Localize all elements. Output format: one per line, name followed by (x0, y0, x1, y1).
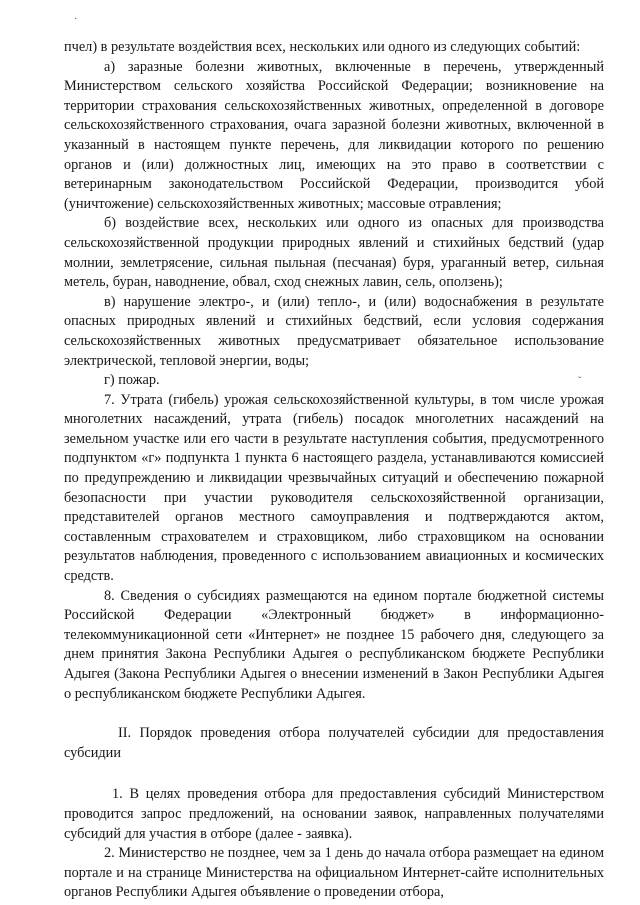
scan-mark: · (74, 14, 78, 25)
paragraph-continuation: пчел) в результате воздействия всех, нескольких или одного из следующих событий: (64, 39, 581, 55)
scan-mark: ˇ (578, 376, 582, 387)
document-body (64, 38, 604, 903)
paragraph-7: 7. Утрата (гибель) урожая сельскохозяйственной культуры, в том числе урожая многолетних насаждений, утрата (гибель) посадок многолетних насаждений на земельном участке или его части в результате наступления события, предусмотренного подпунктом «г» подпункта 1 пункта 6 настоящего раздела, устанавливаются комиссией по предупреждению и ликвидации чрезвычайных ситуаций и обеспечению пожарной безопасности при участии руководителя сельскохозяйственной организации, представителей органов местного самоуправления и подтверждаются актом, составленным страхователем и страховщиком, либо страховщиком на основании результатов наблюдения, проведенного с использованием авиационных и космических средств. (64, 391, 604, 585)
paragraph-item-g: г) пожар. (104, 372, 160, 389)
section-title: II. Порядок проведения отбора получателей субсидии для предоставления субсидии (64, 725, 604, 761)
section-paragraph-2: 2. Министерство не позднее, чем за 1 день до начала отбора размещает на едином портале и на странице Министерства на официальном Интернет-сайте исполнительных органов Республики Адыгея объявление о проведении отбора, (64, 845, 604, 901)
paragraph-8: 8. Сведения о субсидиях размещаются на едином портале бюджетной системы Российской Федерации «Электронный бюджет» в информационно-телекоммуникационной сети «Интернет» не позднее 15 рабочего дня, следующего за днем принятия Закона Республики Адыгея о республиканском бюджете Республики Адыгея (Закона Республики Адыгея о внесении изменений в Закон Республики Адыгея о республиканском бюджете Республики Адыгея. (64, 587, 604, 702)
paragraph-item-b: б) воздействие всех, нескольких или одного из опасных для производства сельскохозяйственной продукции природных явлений и стихийных бедствий (удар молнии, землетрясение, сильная пыльная (песчаная) буря, ураганный ветер, сильная метель, буран, наводнение, обвал, сход снежных лавин, сель, оползень); (64, 215, 604, 291)
paragraph-item-a: а) заразные болезни животных, включенные в перечень, утвержденный Министерством сельского хозяйства Российской Федерации; возникновение на территории страхования сельскохозяйственных животных, определенной в договоре сельскохозяйственного страхования, очага заразной болезни животных, включенной в указанный в настоящем пункте перечень, для ликвидации которого по решению органов и (или) должностных лиц, имеющих на это право в соответствии с ветеринарным законодательством Российской Федерации, производится убой (уничтожение) сельскохозяйственных животных; массовые отравления; (64, 58, 604, 212)
section-paragraph-1: 1. В целях проведения отбора для предоставления субсидий Министерством проводится запрос предложений, на основании заявок, направленных получателями субсидий для участия в отборе (далее - заявка). (64, 786, 604, 842)
paragraph-item-v: в) нарушение электро-, и (или) тепло-, и (или) водоснабжения в результате опасных природных явлений и стихийных бедствий, если условия содержания сельскохозяйственных животных предусматривает обязательное использование электрической, тепловой энергии, воды; (64, 293, 604, 369)
